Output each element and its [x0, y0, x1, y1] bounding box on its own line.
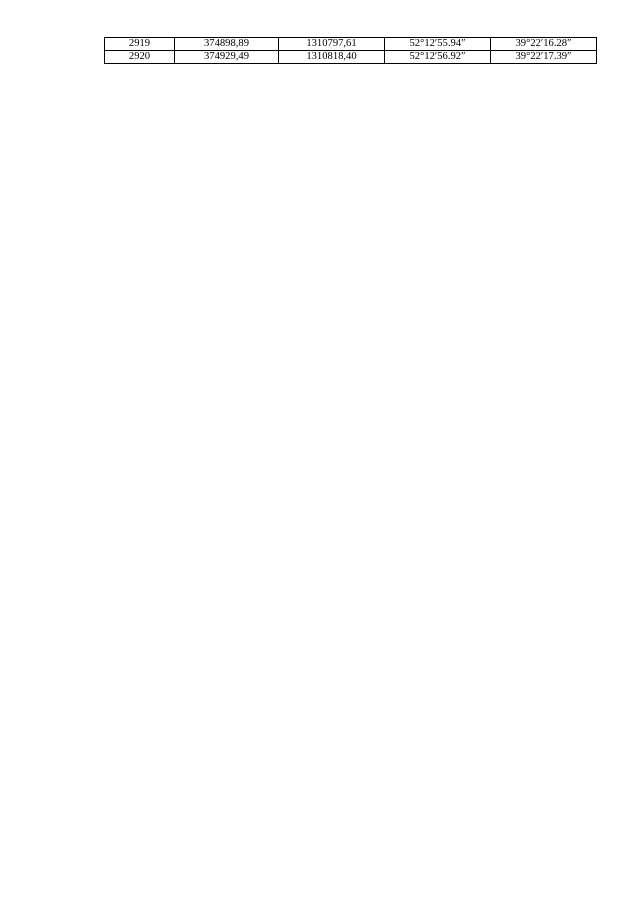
x-coordinate-cell: 374898,89: [175, 38, 279, 51]
point-number-cell: 2920: [105, 50, 175, 63]
coordinate-table: [104, 37, 597, 64]
point-number-cell: 2919: [105, 38, 175, 51]
y-coordinate-cell: 1310797,61: [279, 38, 385, 51]
x-coordinate-cell: 374929,49: [175, 50, 279, 63]
y-coordinate-cell: 1310818,40: [279, 50, 385, 63]
longitude-cell: 39°22′17.39″: [491, 50, 597, 63]
latitude-cell: 52°12′55.94″: [385, 38, 491, 51]
table-row: [105, 50, 597, 63]
table-row: [105, 38, 597, 51]
coordinate-table-body: [105, 38, 597, 64]
longitude-cell: 39°22′16.28″: [491, 38, 597, 51]
latitude-cell: 52°12′56.92″: [385, 50, 491, 63]
